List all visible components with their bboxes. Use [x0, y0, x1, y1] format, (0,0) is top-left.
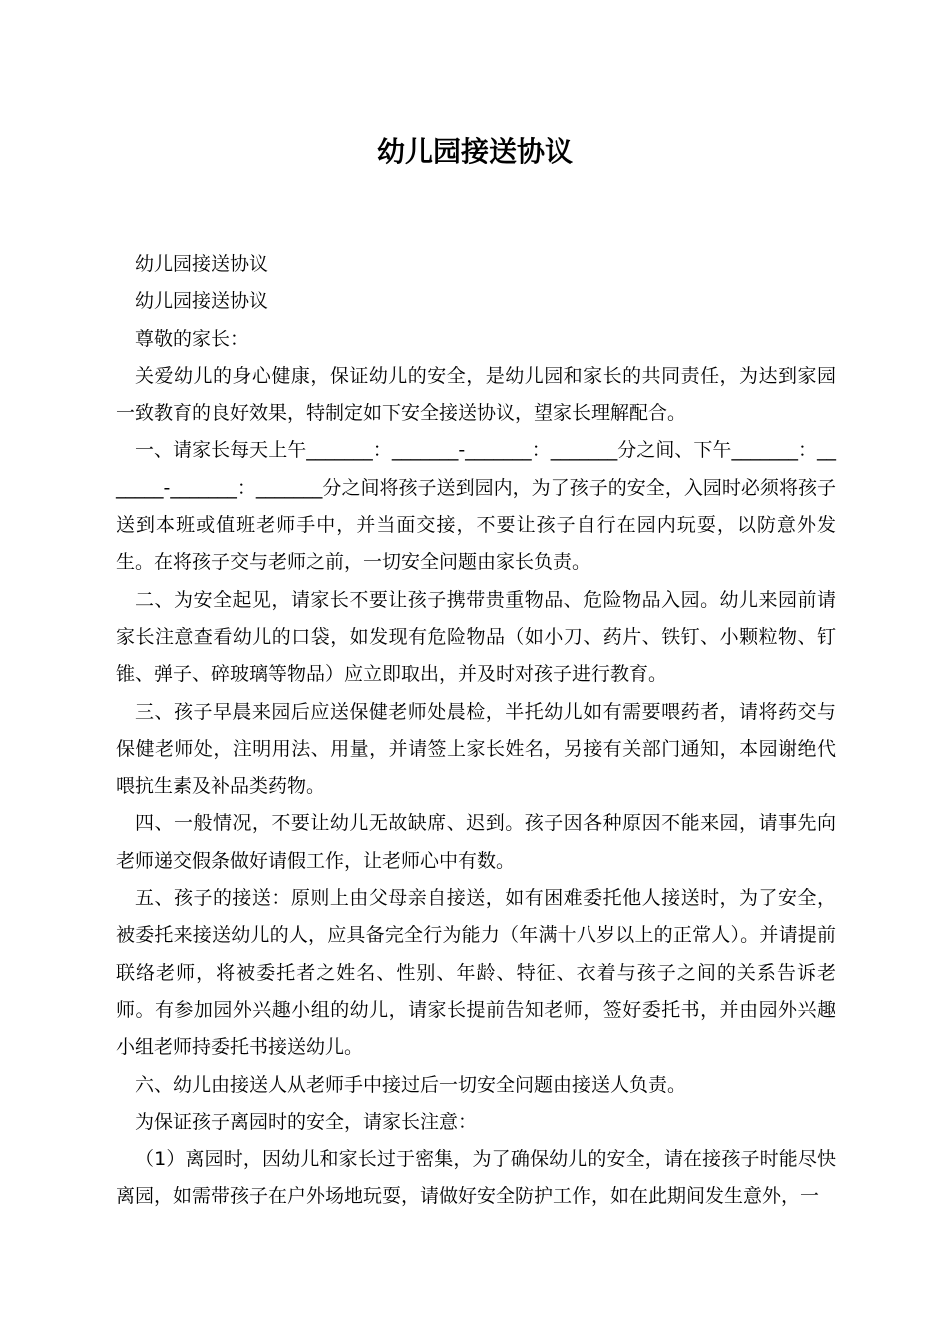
paragraph-notice-item-1: （1）离园时，因幼儿和家长过于密集，为了确保幼儿的安全，请在接孩子时能尽快离园，如需带孩子在户外场地玩耍，请做好安全防护工作，如在此期间发生意外，一 — [116, 1148, 836, 1208]
paragraph-clause-5: 五、孩子的接送：原则上由父母亲自接送，如有困难委托他人接送时，为了安全，被委托来接送幼儿的人，应具备完全行为能力（年满十八岁以上的正常人）。并请提前联络老师，将被委托者之姓名、性别、年龄、特征、衣着与孩子之间的关系告诉老师。有参加园外兴趣小组的幼儿，请家长提前告知老师，签好委托书，并由园外兴趣小组老师持委托书接送幼儿。 — [116, 887, 836, 1059]
paragraph-notice-heading: 为保证孩子离园时的安全，请家长注意： — [135, 1110, 478, 1133]
paragraph-intro: 关爱幼儿的身心健康，保证幼儿的安全，是幼儿园和家长的共同责任，为达到家园一致教育的良好效果，特制定如下安全接送协议，望家长理解配合。 — [116, 364, 836, 425]
paragraph-subtitle-1: 幼儿园接送协议 — [135, 253, 269, 275]
paragraph-clause-6: 六、幼儿由接送人从老师手中接过后一切安全问题由接送人负责。 — [135, 1073, 687, 1096]
paragraph-clause-2: 二、为安全起见，请家长不要让孩子携带贵重物品、危险物品入园。幼儿来园前请家长注意查看幼儿的口袋，如发现有危险物品（如小刀、药片、铁钉、小颗粒物、钉锥、弹子、碎玻璃等物品）应立即取出，并及时对孩子进行教育。 — [116, 588, 836, 686]
document-title: 幼儿园接送协议 — [376, 135, 573, 168]
paragraph-salutation: 尊敬的家长： — [135, 327, 250, 350]
paragraph-clause-3: 三、孩子早晨来园后应送保健老师处晨检，半托幼儿如有需要喂药者，请将药交与保健老师处，注明用法、用量，并请签上家长姓名，另接有关部门通知，本园谢绝代喂抗生素及补品类药物。 — [116, 700, 836, 798]
paragraph-clause-4: 四、一般情况，不要让幼儿无故缺席、迟到。孩子因各种原因不能来园，请事先向老师递交假条做好请假工作，让老师心中有数。 — [116, 812, 836, 872]
document-body — [116, 246, 836, 1216]
paragraph-subtitle-2: 幼儿园接送协议 — [135, 290, 269, 313]
paragraph-clause-1: 一、请家长每天上午_______：_______-_______：_______分之间、下午_______：_______-_______：_______分之间将孩子送到园内，为了孩子的安全，入园时必须将孩子送到本班或值班老师手中，并当面交接，不要让孩子自行在园内玩耍，以防意外发生。在将孩子交与老师之前，一切安全问题由家长负责。 — [116, 439, 836, 574]
